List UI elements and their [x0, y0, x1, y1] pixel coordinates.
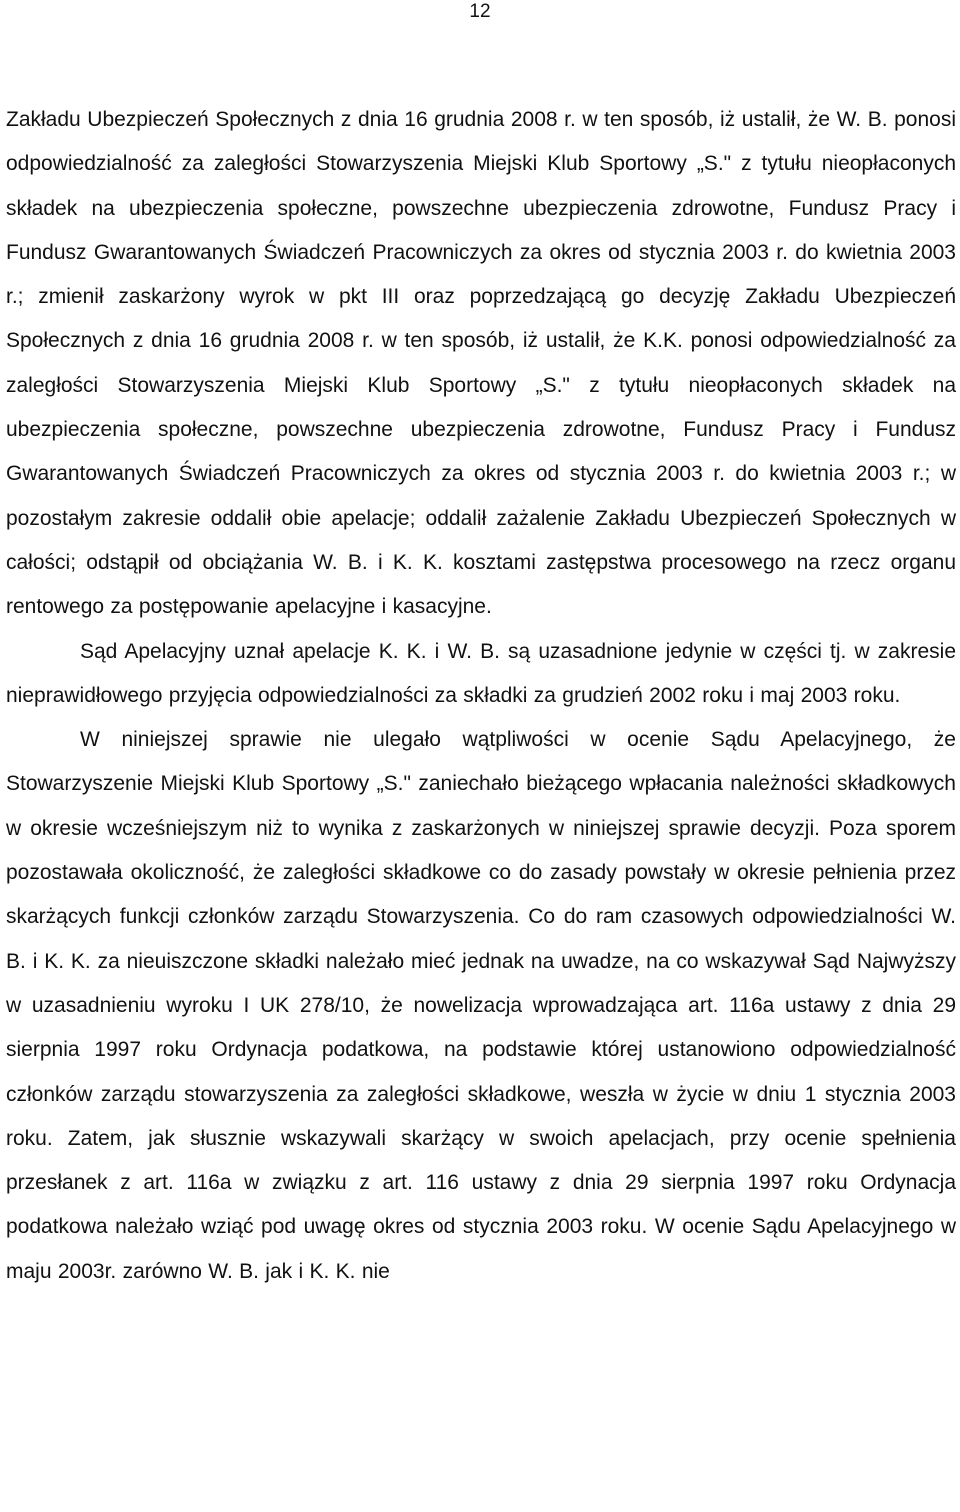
page-number: 12: [469, 1, 491, 22]
paragraph-continuation: Zakładu Ubezpieczeń Społecznych z dnia 16 grudnia 2008 r. w ten sposób, iż ustalił, że W. B. ponosi odpowiedzialność za zaległości Stowarzyszenia Miejski Klub Sportowy „S." z tytułu nieopłaconych składek na ubezpieczenia społeczne, powszechne ubezpieczenia zdrowotne, Fundusz Pracy i Fundusz Gwarantowanych Świadczeń Pracowniczych za okres od stycznia 2003 r. do kwietnia 2003 r.; zmienił zaskarżony wyrok w pkt III oraz poprzedzającą go decyzję Zakładu Ubezpieczeń Społecznych z dnia 16 grudnia 2008 r. w ten sposób, iż ustalił, że K.K. ponosi odpowiedzialność za zaległości Stowarzyszenia Miejski Klub Sportowy „S." z tytułu nieopłaconych składek na ubezpieczenia społeczne, powszechne ubezpieczenia zdrowotne, Fundusz Pracy i Fundusz Gwarantowanych Świadczeń Pracowniczych za okres od stycznia 2003 r. do kwietnia 2003 r.; w pozostałym zakresie oddalił obie apelacje; oddalił zażalenie Zakładu Ubezpieczeń Społecznych w całości; odstąpił od obciążania W. B. i K. K. kosztami zastępstwa procesowego na rzecz organu rentowego za postępowanie apelacyjne i kasacyjne.: [6, 108, 956, 619]
document-body: [6, 98, 956, 1294]
paragraph-liability-assessment: W niniejszej sprawie nie ulegało wątpliwości w ocenie Sądu Apelacyjnego, że Stowarzyszenie Miejski Klub Sportowy „S." zaniechało bieżącego wpłacania należności składkowych w okresie wcześniejszym niż to wynika z zaskarżonych w niniejszej sprawie decyzji. Poza sporem pozostawała okoliczność, że zaległości składkowe co do zasady powstały w okresie pełnienia przez skarżących funkcji członków zarządu Stowarzyszenia. Co do ram czasowych odpowiedzialności W. B. i K. K. za nieuiszczone składki należało mieć jednak na uwadze, na co wskazywał Sąd Najwyższy w uzasadnieniu wyroku I UK 278/10, że nowelizacja wprowadzająca art. 116a ustawy z dnia 29 sierpnia 1997 roku Ordynacja podatkowa, na podstawie której ustanowiono odpowiedzialność członków zarządu stowarzyszenia za zaległości składkowe, weszła w życie w dniu 1 stycznia 2003 roku. Zatem, jak słusznie wskazywali skarżący w swoich apelacjach, przy ocenie spełnienia przesłanek z art. 116a w związku z art. 116 ustawy z dnia 29 sierpnia 1997 roku Ordynacja podatkowa należało wziąć pod uwagę okres od stycznia 2003 roku. W ocenie Sądu Apelacyjnego w maju 2003r. zarówno W. B. jak i K. K. nie: [6, 728, 956, 1283]
paragraph-appeal-court-findings: Sąd Apelacyjny uznał apelacje K. K. i W. B. są uzasadnione jedynie w części tj. w zakresie nieprawidłowego przyjęcia odpowiedzialności za składki za grudzień 2002 roku i maj 2003 roku.: [6, 639, 956, 707]
